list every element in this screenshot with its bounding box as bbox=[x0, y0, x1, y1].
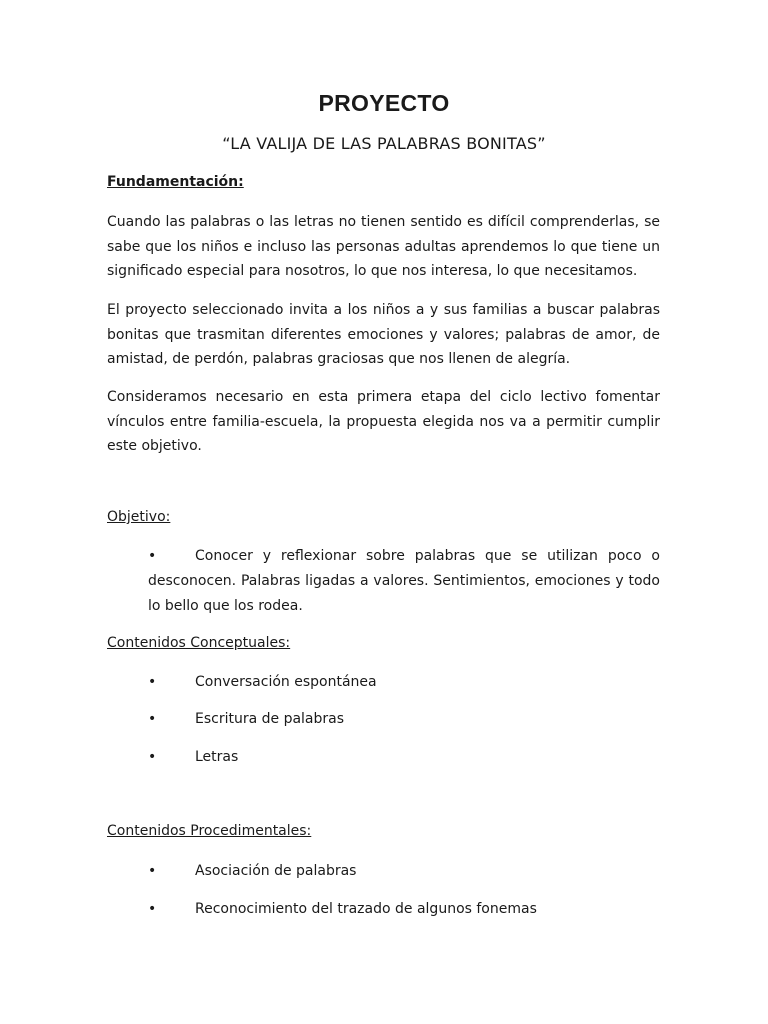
conceptuales-list-item bbox=[148, 707, 660, 732]
list-item-text: Conversación espontánea bbox=[195, 674, 377, 690]
document-title: PROYECTO bbox=[318, 90, 450, 116]
fundamentacion-paragraph-2: El proyecto seleccionado invita a los niños a y sus familias a buscar palabras bonitas que trasmitan diferentes emociones y valores; palabras de amor, de amistad, de perdón, palabras graciosas que nos llenen de alegría. bbox=[107, 302, 660, 367]
procedimentales-heading: Contenidos Procedimentales: bbox=[107, 823, 312, 839]
fundamentacion-paragraph-1: Cuando las palabras o las letras no tienen sentido es difícil comprenderlas, se sabe que los niños e incluso las personas adultas aprendemos lo que tiene un significado especial para nosotros, lo que nos interesa, lo que necesitamos. bbox=[107, 214, 660, 279]
conceptuales-heading: Contenidos Conceptuales: bbox=[107, 635, 291, 651]
procedimentales-list-item bbox=[148, 859, 660, 884]
list-item-text: Letras bbox=[195, 749, 239, 765]
procedimentales-list-item bbox=[148, 897, 660, 922]
list-item-text: Conocer y reflexionar sobre palabras que se utilizan poco o desconocen. Palabras ligadas a valores. Sentimientos, emociones y todo lo bello que los rodea. bbox=[148, 548, 660, 614]
document-subtitle: “LA VALIJA DE LAS PALABRAS BONITAS” bbox=[222, 134, 546, 153]
bullet-icon: • bbox=[148, 749, 157, 765]
bullet-icon: • bbox=[148, 863, 157, 879]
conceptuales-list-item bbox=[148, 670, 660, 695]
bullet-icon: • bbox=[148, 711, 157, 727]
bullet-icon: • bbox=[148, 548, 157, 564]
list-item-text: Reconocimiento del trazado de algunos fonemas bbox=[195, 901, 537, 917]
objetivo-heading: Objetivo: bbox=[107, 509, 171, 525]
bullet-icon: • bbox=[148, 674, 157, 690]
fundamentacion-paragraph-3: Consideramos necesario en esta primera etapa del ciclo lectivo fomentar vínculos entre familia-escuela, la propuesta elegida nos va a permitir cumplir este objetivo. bbox=[107, 389, 660, 454]
conceptuales-list-item bbox=[148, 745, 660, 770]
list-item-text: Asociación de palabras bbox=[195, 863, 357, 879]
list-item-text: Escritura de palabras bbox=[195, 711, 345, 727]
fundamentacion-heading: Fundamentación: bbox=[107, 174, 244, 190]
objetivo-list-item bbox=[148, 544, 660, 619]
bullet-icon: • bbox=[148, 901, 157, 917]
